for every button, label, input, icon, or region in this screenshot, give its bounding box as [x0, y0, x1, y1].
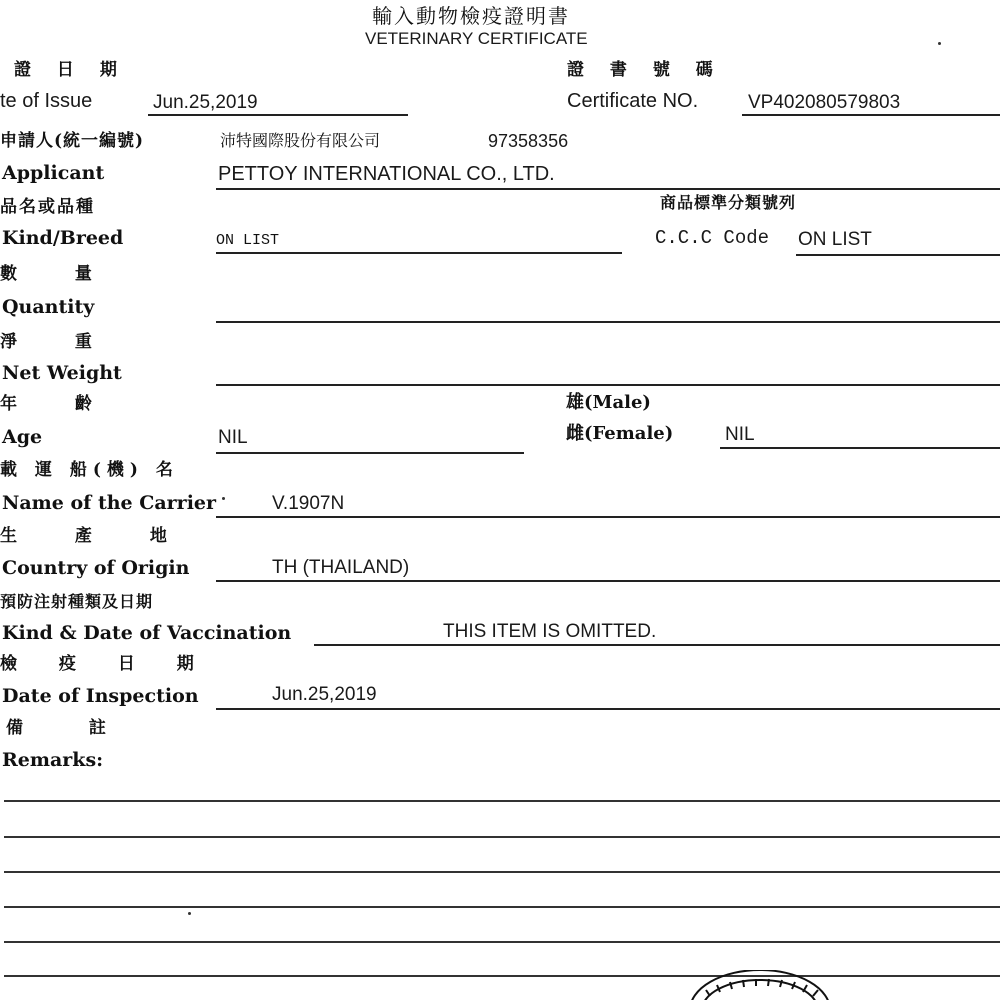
- title-en: VETERINARY CERTIFICATE: [365, 29, 588, 48]
- inspection-label-cjk: 檢 疫 日 期: [0, 654, 212, 674]
- carrier-label-cjk: 載 運 船(機) 名: [0, 460, 179, 480]
- certificate-label: Certificate NO.: [567, 90, 699, 112]
- origin-underline: [216, 580, 1000, 582]
- vaccination-value: THIS ITEM IS OMITTED.: [443, 621, 657, 642]
- scan-speck: [938, 42, 941, 45]
- vaccination-underline: [314, 644, 1000, 646]
- title-cjk: 輸入動物檢疫證明書: [372, 4, 570, 28]
- quantity-label: Quantity: [2, 296, 95, 318]
- ccc-label-cjk: 商品標準分類號列: [660, 193, 797, 212]
- ccc-value: ON LIST: [798, 229, 872, 250]
- applicant-value: PETTOY INTERNATIONAL CO., LTD.: [218, 163, 555, 185]
- sex-male-label: 雄(Male): [566, 392, 651, 413]
- scan-speck: [188, 912, 191, 915]
- applicant-name-cjk: 沛特國際股份有限公司: [220, 131, 381, 150]
- age-label-cjk: 年 齡: [0, 394, 118, 414]
- sex-underline: [720, 447, 1000, 449]
- quantity-label-cjk: 數 量: [0, 264, 118, 284]
- issue-value: Jun.25,2019: [153, 92, 258, 113]
- net-weight-label: Net Weight: [2, 362, 122, 384]
- net-weight-label-cjk: 淨 重: [0, 332, 118, 352]
- remarks-line: [4, 941, 1000, 943]
- origin-label-cjk: 生 產 地: [0, 526, 193, 546]
- carrier-underline: [216, 516, 1000, 518]
- issue-label: te of Issue: [0, 90, 93, 112]
- kind-breed-label: Kind/Breed: [2, 227, 124, 249]
- scan-speck: [222, 497, 225, 500]
- age-label: Age: [2, 426, 43, 448]
- ccc-label: C.C.C Code: [655, 227, 770, 249]
- carrier-label: Name of the Carrier: [2, 492, 217, 514]
- remarks-label: Remarks:: [2, 749, 104, 771]
- certificate-value: VP402080579803: [748, 92, 901, 113]
- carrier-value: V.1907N: [272, 493, 345, 514]
- sex-value: NIL: [725, 424, 755, 445]
- age-value: NIL: [218, 427, 248, 448]
- official-seal: [680, 970, 840, 1000]
- ccc-underline: [796, 254, 1000, 256]
- remarks-line: [4, 871, 1000, 873]
- vaccination-label-cjk: 預防注射種類及日期: [0, 592, 154, 611]
- net-weight-underline: [216, 384, 1000, 386]
- certificate-label-cjk: 證 書 號 碼: [567, 60, 723, 80]
- remarks-line: [4, 836, 1000, 838]
- origin-label: Country of Origin: [2, 557, 190, 579]
- remarks-line: [4, 906, 1000, 908]
- inspection-underline: [216, 708, 1000, 710]
- remarks-line: [4, 975, 1000, 977]
- quantity-underline: [216, 321, 1000, 323]
- origin-value: TH (THAILAND): [272, 557, 410, 578]
- remarks-line: [4, 800, 1000, 802]
- inspection-label: Date of Inspection: [2, 685, 199, 707]
- sex-female-label: 雌(Female): [566, 423, 674, 444]
- certificate-underline: [742, 114, 1000, 116]
- kind-breed-label-cjk: 品名或品種: [0, 197, 95, 217]
- issue-label-cjk: 證 日 期: [14, 60, 127, 80]
- inspection-value: Jun.25,2019: [272, 684, 377, 705]
- applicant-label: Applicant: [2, 162, 105, 184]
- kind-breed-value: ON LIST: [216, 232, 280, 249]
- applicant-id: 97358356: [488, 131, 569, 151]
- applicant-label-cjk: 申請人(統一編號): [0, 131, 145, 151]
- issue-underline: [148, 114, 408, 116]
- kind-breed-underline: [216, 252, 622, 254]
- vaccination-label: Kind & Date of Vaccination: [2, 622, 292, 644]
- applicant-underline: [216, 188, 1000, 190]
- remarks-label-cjk: 備 註: [6, 718, 136, 738]
- age-underline: [216, 452, 524, 454]
